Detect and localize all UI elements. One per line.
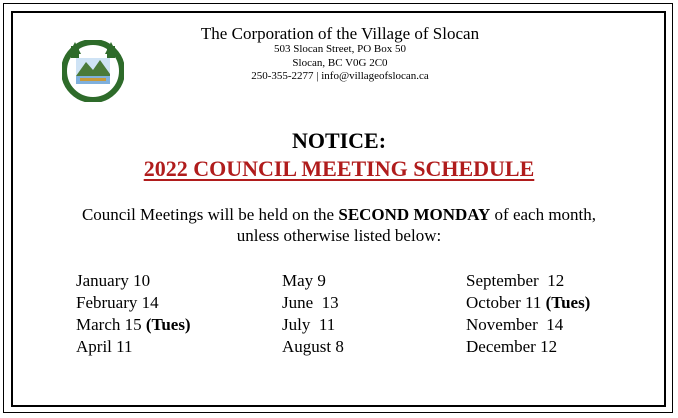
intro-part-2: of each month,	[490, 205, 597, 224]
meeting-date: July 11	[282, 315, 336, 334]
meeting-date: December 12	[466, 337, 558, 356]
organization-name: The Corporation of the Village of Slocan	[200, 24, 480, 43]
contact-line: 250-355-2277 | info@villageofslocan.ca	[251, 70, 429, 82]
meeting-date: March 15 (Tues)	[76, 315, 191, 334]
schedule-title-text: 2022 COUNCIL MEETING SCHEDULE	[143, 156, 535, 181]
schedule-column-1	[76, 270, 191, 358]
meeting-date: October 11 (Tues)	[466, 293, 591, 312]
address-line-2: Slocan, BC V0G 2C0	[292, 56, 388, 69]
meeting-date: February 14	[76, 293, 159, 312]
intro-line-1	[0, 204, 678, 225]
intro-part-1: Council Meetings will be held on the	[81, 205, 339, 224]
meeting-date: April 11	[76, 337, 133, 356]
intro-text	[0, 204, 678, 246]
schedule-title	[0, 155, 678, 183]
intro-emphasis: SECOND MONDAY	[338, 205, 491, 224]
address-line-1: 503 Slocan Street, PO Box 50	[274, 43, 406, 55]
village-logo	[62, 40, 124, 102]
meeting-date: August 8	[282, 337, 344, 356]
schedule-column-2	[282, 270, 344, 358]
letterhead	[150, 24, 530, 84]
schedule-column-3	[466, 270, 590, 358]
meeting-date: September 12	[466, 271, 565, 290]
intro-line-2: unless otherwise listed below:	[236, 226, 442, 245]
meeting-date: January 10	[76, 271, 151, 290]
meeting-date: November 14	[466, 315, 564, 334]
notice-heading: NOTICE:	[291, 128, 387, 153]
meeting-date: June 13	[282, 293, 339, 312]
meeting-date: May 9	[282, 271, 326, 290]
